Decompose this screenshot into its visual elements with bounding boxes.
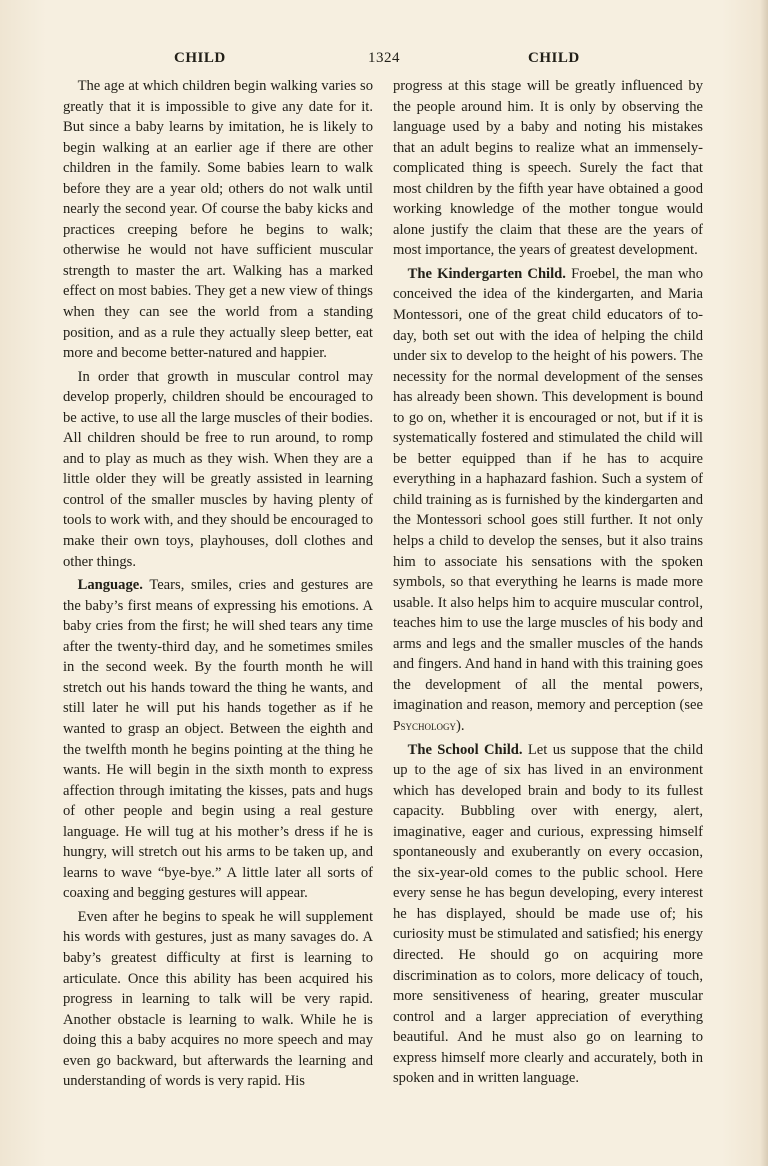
paragraph-school-child-text: Let us suppose that the child up to the age of six has lived in an environment which has developed brain and body to its fullest capacity. Bubbling over with energy, alert, imaginative, eager and curious, expressing himself spontaneously and exuberantly on every occasion, the six-year-old comes to the public school. Here every sense he has begun developing, every interest he has displayed, should be made use of; his curiosity must be stimulated and satisfied; his energy directed. He should go on acquiring more discrimination as to colors, more delicacy of touch, more sensitiveness of hearing, greater muscular control and a larger appreciation of everything beautiful. And he must also go on learning to express himself more clearly and accurately, both in spoken and in written language. — [393, 741, 703, 1087]
left-column — [63, 76, 373, 1095]
paragraph-school-child — [393, 740, 703, 1089]
paragraph-walking: The age at which children begin walking varies so greatly that it is impossible to give any date for it. But since a baby learns by imitation, he is likely to begin walking at an earlier age if there are other children in the family. Some babies learn to walk before they are a year old; others do not walk until nearly the second year. Of course the baby kicks and practices creeping before he begins to walk; otherwise he would not have sufficient muscular strength to master the art. Walking has a marked effect on most babies. They get a new view of things when they can see the world from a standing position, and as a rule they actually sleep better, eat more and become better-natured and happier. — [63, 78, 373, 362]
right-column — [393, 76, 703, 1092]
page-edge-shadow — [760, 0, 768, 1166]
header-right-title: CHILD — [528, 50, 580, 66]
cross-reference-psychology[interactable]: Psychology — [393, 717, 456, 733]
section-heading-school-child: The School Child. — [407, 741, 523, 758]
header-left-title: CHILD — [174, 50, 226, 66]
paragraph-progress-continued: progress at this stage will be greatly influenced by the people around him. It is only by observing the language used by a baby and noting his mistakes that an adult begins to realize what an immensely-complicated thing is speech. Surely the fact that most children by the fifth year have obtained a good working knowledge of the mother tongue would alone justify the claim that these are the years of most importance, the years of greatest development. — [393, 78, 703, 259]
section-heading-language: Language. — [77, 577, 143, 594]
paragraph-language — [63, 575, 373, 904]
running-header — [62, 50, 710, 72]
paragraph-language-text: Tears, smiles, cries and gestures are the baby’s first means of expressing his emotions. A baby cries from the first; he will shed tears any time after the twenty-third day, and he sometimes smiles in the second week. By the fourth month he will stretch out his hands toward the thing he wants, and still later he will put his hands together as if he wanted to grasp an object. Between the eighth and the twelfth month he begins pointing at the thing he wants. He will begin in the sixth month to express affection through imitating the kisses, pats and hugs of other people and begin using a real gesture language. He will tug at his mother’s dress if he is hungry, will stretch out his arms to be taken up, and learns to wave “bye-bye.” A little later all sorts of coaxing and begging gestures will appear. — [63, 577, 374, 902]
section-heading-kindergarten: The Kindergarten Child. — [407, 265, 566, 282]
paragraph-muscular-control: In order that growth in muscular control may develop properly, children should be encouraged to be active, to use all the large muscles of their bodies. All children should be free to run around, to romp and to play as much as they wish. When they are a little older they will be greatly assisted in learning control of the smaller muscles by having plenty of tools to work with, and they should be encouraged to make their own toys, playhouses, doll clothes and other things. — [63, 368, 373, 570]
page-number: 1324 — [368, 50, 400, 66]
paragraph-kindergarten-text: Froebel, the man who conceived the idea of the kindergarten, and Maria Montessori, one of the great child educators of to-day, both set out with the idea of helping the child under six to develop to the height of his powers. The necessity for the normal development of the senses has already been shown. This development is bound to go on, whether it is encouraged or not, but if it is systematically fostered and stimulated the child will be better equipped than if he has to acquire everything in a haphazard fashion. Such a system of child training as is furnished by the kindergarten and the Montessori school goes still further. It not only helps a child to develop the senses, but it also trains him to associate his sensations with the spoken symbols, so that everything he learns is made more usable. It also helps him to acquire muscular control, teaches him to use the large muscles of his body and arms and legs and the smaller muscles of the hands and fingers. And hand in hand with this training goes the development of all the mental powers, imagination and reason, memory and perception (see — [393, 265, 703, 714]
paragraph-kindergarten — [393, 264, 703, 737]
paragraph-kindergarten-end: ). — [455, 717, 465, 734]
paragraph-gestures: Even after he begins to speak he will supplement his words with gestures, just as many savages do. A baby’s greatest difficulty at first is learning to articulate. Once this ability has been acquired his progress in learning to talk will be very rapid. Another obstacle is learning to walk. While he is doing this a baby acquires no more speech and may even go backward, but afterwards the learning and understanding of words is very rapid. His — [63, 908, 373, 1090]
